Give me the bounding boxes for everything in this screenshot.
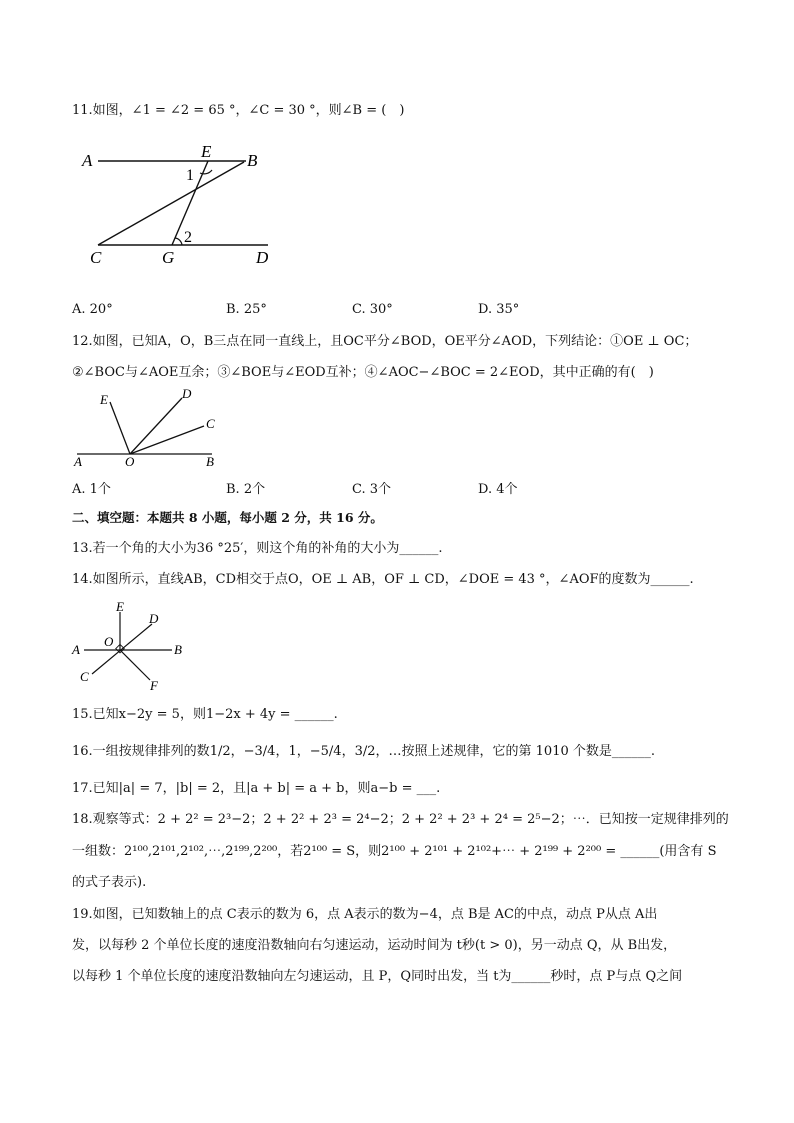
q11-figure: [78, 140, 288, 270]
q16-suffix: ，…按照上述规律，它的第 1010 个数是______.: [375, 744, 656, 759]
q11-option-c: C. 30°: [352, 302, 393, 317]
q12-label-B: B: [206, 454, 214, 469]
q15-text: 15.已知x−2y = 5，则1−2x + 4y = ______.: [72, 707, 338, 722]
q16-seq-3: 1: [288, 744, 297, 759]
q12-stem-line1: 12.如图，已知A，O，B三点在同一直线上，且OC平分∠BOD，OE平分∠AOD，下列结论：①OE ⊥ OC；: [72, 334, 698, 349]
q12-label-O: O: [125, 454, 135, 469]
q12-label-E: E: [100, 392, 108, 407]
q12-option-c: C. 3个: [352, 482, 392, 497]
q14-label-A: A: [72, 642, 80, 657]
q17-text: 17.已知|a| = 7，|b| = 2，且|a + b| = a + b，则a−b = ___.: [72, 781, 441, 796]
q11-option-b: B. 25°: [226, 302, 267, 317]
q11-label-D: D: [256, 248, 269, 267]
q11-label-A: A: [82, 151, 93, 170]
q14-label-O: O: [104, 634, 114, 649]
q14-text: 14.如图所示，直线AB，CD相交于点O，OE ⊥ AB，OF ⊥ CD，∠DOE = 43 °，∠AOF的度数为______.: [72, 572, 694, 587]
q19-line3: 以每秒 1 个单位长度的速度沿数轴向左匀速运动，且 P，Q同时出发，当 t为______秒时，点 P与点 Q之间: [72, 969, 683, 984]
q18-line3: 的式子表示).: [72, 875, 147, 890]
q16-seq-2: −3/4: [243, 744, 276, 759]
q11-stem: 11.如图，∠1 = ∠2 = 65 °，∠C = 30 °，则∠B = ( ): [72, 103, 405, 118]
q11-label-E: E: [201, 142, 212, 161]
section-title: 二、填空题：本题共 8 小题，每小题 2 分，共 16 分。: [72, 510, 383, 525]
q14-label-F: F: [150, 678, 158, 693]
q12-stem-line2: ②∠BOC与∠AOE互余；③∠BOE与∠EOD互补；④∠AOC−∠BOC = 2∠EOD，其中正确的有( ): [72, 365, 654, 380]
q16-text: 16.一组按规律排列的数1/2，−3/4，1，−5/4，3/2，…按照上述规律，它的第 1010 个数是______.: [72, 744, 656, 759]
q14-label-B: B: [174, 642, 182, 657]
q12-option-b: B. 2个: [226, 482, 266, 497]
q12-label-C: C: [206, 416, 215, 431]
q14-figure: [70, 598, 200, 694]
q16-seq-5: 3/2: [354, 744, 376, 759]
q12-option-d: D. 4个: [478, 482, 518, 497]
q12-label-A: A: [74, 454, 82, 469]
q13-text: 13.若一个角的大小为36 °25′，则这个角的补角的大小为______.: [72, 541, 443, 556]
q19-line1: 19.如图，已知数轴上的点 C表示的数为 6，点 A表示的数为−4，点 B是 AC的中点，动点 P从点 A出: [72, 907, 658, 922]
q16-prefix: 16.一组按规律排列的数: [72, 744, 210, 759]
q12-label-D: D: [182, 386, 192, 401]
q11-label-B: B: [247, 151, 258, 170]
q11-label-C: C: [90, 248, 102, 267]
q11-option-a: A. 20°: [72, 302, 113, 317]
q16-seq-1: 1/2: [209, 744, 231, 759]
q11-label-G: G: [162, 248, 175, 267]
q14-label-C: C: [80, 669, 89, 684]
q18-line1: 18.观察等式：2 + 2² = 2³−2；2 + 2² + 2³ = 2⁴−2；2 + 2² + 2³ + 2⁴ = 2⁵−2；⋯．已知按一定规律排列的: [72, 812, 729, 827]
q14-label-E: E: [116, 599, 124, 614]
q12-figure: [72, 384, 232, 472]
q16-seq-4: −5/4: [309, 744, 342, 759]
q14-label-D: D: [149, 611, 159, 626]
q18-line2: 一组数：2¹⁰⁰,2¹⁰¹,2¹⁰²,⋯,2¹⁹⁹,2²⁰⁰，若2¹⁰⁰ = S，则2¹⁰⁰ + 2¹⁰¹ + 2¹⁰²+⋯ + 2¹⁹⁹ + 2²⁰⁰ = ______(用含有 S: [72, 844, 717, 859]
q19-line2: 发，以每秒 2 个单位长度的速度沿数轴向右匀速运动，运动时间为 t秒(t > 0)，另一动点 Q，从 B出发，: [72, 938, 677, 953]
q12-option-a: A. 1个: [72, 482, 111, 497]
q11-option-d: D. 35°: [478, 302, 520, 317]
q11-label-2: 2: [184, 229, 192, 246]
q11-label-1: 1: [186, 167, 194, 184]
